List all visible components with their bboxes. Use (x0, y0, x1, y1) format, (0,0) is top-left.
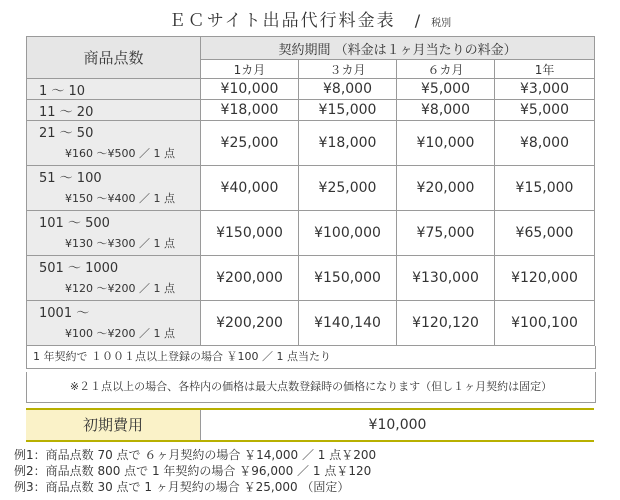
price-cell: ¥15,000 (495, 166, 595, 211)
unit-price-range: ¥130 〜¥300 ／ 1 点 (65, 237, 175, 250)
range-label: 1 〜 10 (39, 84, 86, 99)
table-row (27, 121, 595, 166)
price-cell: ¥20,000 (397, 166, 495, 211)
price-cell: ¥130,000 (397, 256, 495, 301)
price-cell: ¥10,000 (397, 121, 495, 166)
range-label: 21 〜 50 (39, 126, 94, 141)
price-cell: ¥150,000 (201, 211, 299, 256)
range-label: 101 〜 500 (39, 216, 110, 231)
price-cell: ¥8,000 (495, 121, 595, 166)
price-cell: ¥120,000 (495, 256, 595, 301)
period-header: ３カ月 (299, 60, 397, 79)
annual-contract-note: 1 年契約で １００１点以上登録の場合 ￥100 ／ 1 点当たり (26, 346, 596, 369)
unit-price-range: ¥160 〜¥500 ／ 1 点 (65, 147, 175, 160)
table-row (27, 166, 595, 211)
table-row (27, 256, 595, 301)
table-row (27, 211, 595, 256)
examples-list (14, 447, 614, 495)
price-cell: ¥100,000 (299, 211, 397, 256)
unit-price-range: ¥120 〜¥200 ／ 1 点 (65, 282, 175, 295)
range-cell (27, 301, 201, 346)
price-cell: ¥8,000 (299, 79, 397, 100)
price-cell: ¥8,000 (397, 100, 495, 121)
price-cell: ¥25,000 (201, 121, 299, 166)
price-table (26, 36, 595, 346)
price-cell: ¥5,000 (397, 79, 495, 100)
price-cell: ¥15,000 (299, 100, 397, 121)
range-cell (27, 211, 201, 256)
initial-fee-row (26, 408, 594, 442)
range-label: 1001 〜 (39, 306, 90, 321)
price-cell: ¥25,000 (299, 166, 397, 211)
price-cell: ¥200,200 (201, 301, 299, 346)
example-item: 例2：商品点数 800 点で 1 年契約の場合 ￥96,000 ／ 1 点￥120 (14, 464, 372, 478)
initial-fee-label: 初期費用 (26, 410, 201, 440)
item-count-header: 商品点数 (27, 37, 201, 79)
tax-note: 税別 (431, 18, 452, 29)
price-cell: ¥100,100 (495, 301, 595, 346)
range-label: 11 〜 20 (39, 105, 94, 120)
range-cell (27, 100, 201, 121)
price-cell: ¥18,000 (201, 100, 299, 121)
period-header: 1カ月 (201, 60, 299, 79)
unit-price-range: ¥100 〜¥200 ／ 1 点 (65, 327, 175, 340)
initial-fee-value: ¥10,000 (368, 417, 427, 433)
price-cell: ¥10,000 (201, 79, 299, 100)
price-cell: ¥75,000 (397, 211, 495, 256)
period-header: 1年 (495, 60, 595, 79)
price-cell: ¥40,000 (201, 166, 299, 211)
price-cell: ¥120,120 (397, 301, 495, 346)
period-header: ６カ月 (397, 60, 495, 79)
price-cell: ¥140,140 (299, 301, 397, 346)
price-cell: ¥200,000 (201, 256, 299, 301)
price-cell: ¥5,000 (495, 100, 595, 121)
range-cell (27, 79, 201, 100)
pricing-footnote: ※２１点以上の場合、各枠内の価格は最大点数登録時の価格になります（但し１ヶ月契約は固定） (26, 372, 596, 403)
range-label: 501 〜 1000 (39, 261, 119, 276)
title-row (0, 6, 620, 30)
range-cell (27, 121, 201, 166)
contract-period-header: 契約期間 （料金は１ヶ月当たりの料金） (201, 37, 595, 60)
page-title: ＥＣサイト出品代行料金表 (168, 11, 396, 31)
table-row (27, 301, 595, 346)
unit-price-range: ¥150 〜¥400 ／ 1 点 (65, 192, 175, 205)
range-cell (27, 256, 201, 301)
title-separator: / (414, 11, 421, 30)
example-item: 例1：商品点数 70 点で ６ヶ月契約の場合 ￥14,000 ／ 1 点￥200 (14, 448, 377, 462)
table-row (27, 100, 595, 121)
range-label: 51 〜 100 (39, 171, 102, 186)
range-cell (27, 166, 201, 211)
price-cell: ¥3,000 (495, 79, 595, 100)
table-row (27, 79, 595, 100)
price-cell: ¥150,000 (299, 256, 397, 301)
example-item: 例3：商品点数 30 点で 1 ヶ月契約の場合 ￥25,000 （固定） (14, 480, 350, 494)
price-cell: ¥18,000 (299, 121, 397, 166)
price-cell: ¥65,000 (495, 211, 595, 256)
